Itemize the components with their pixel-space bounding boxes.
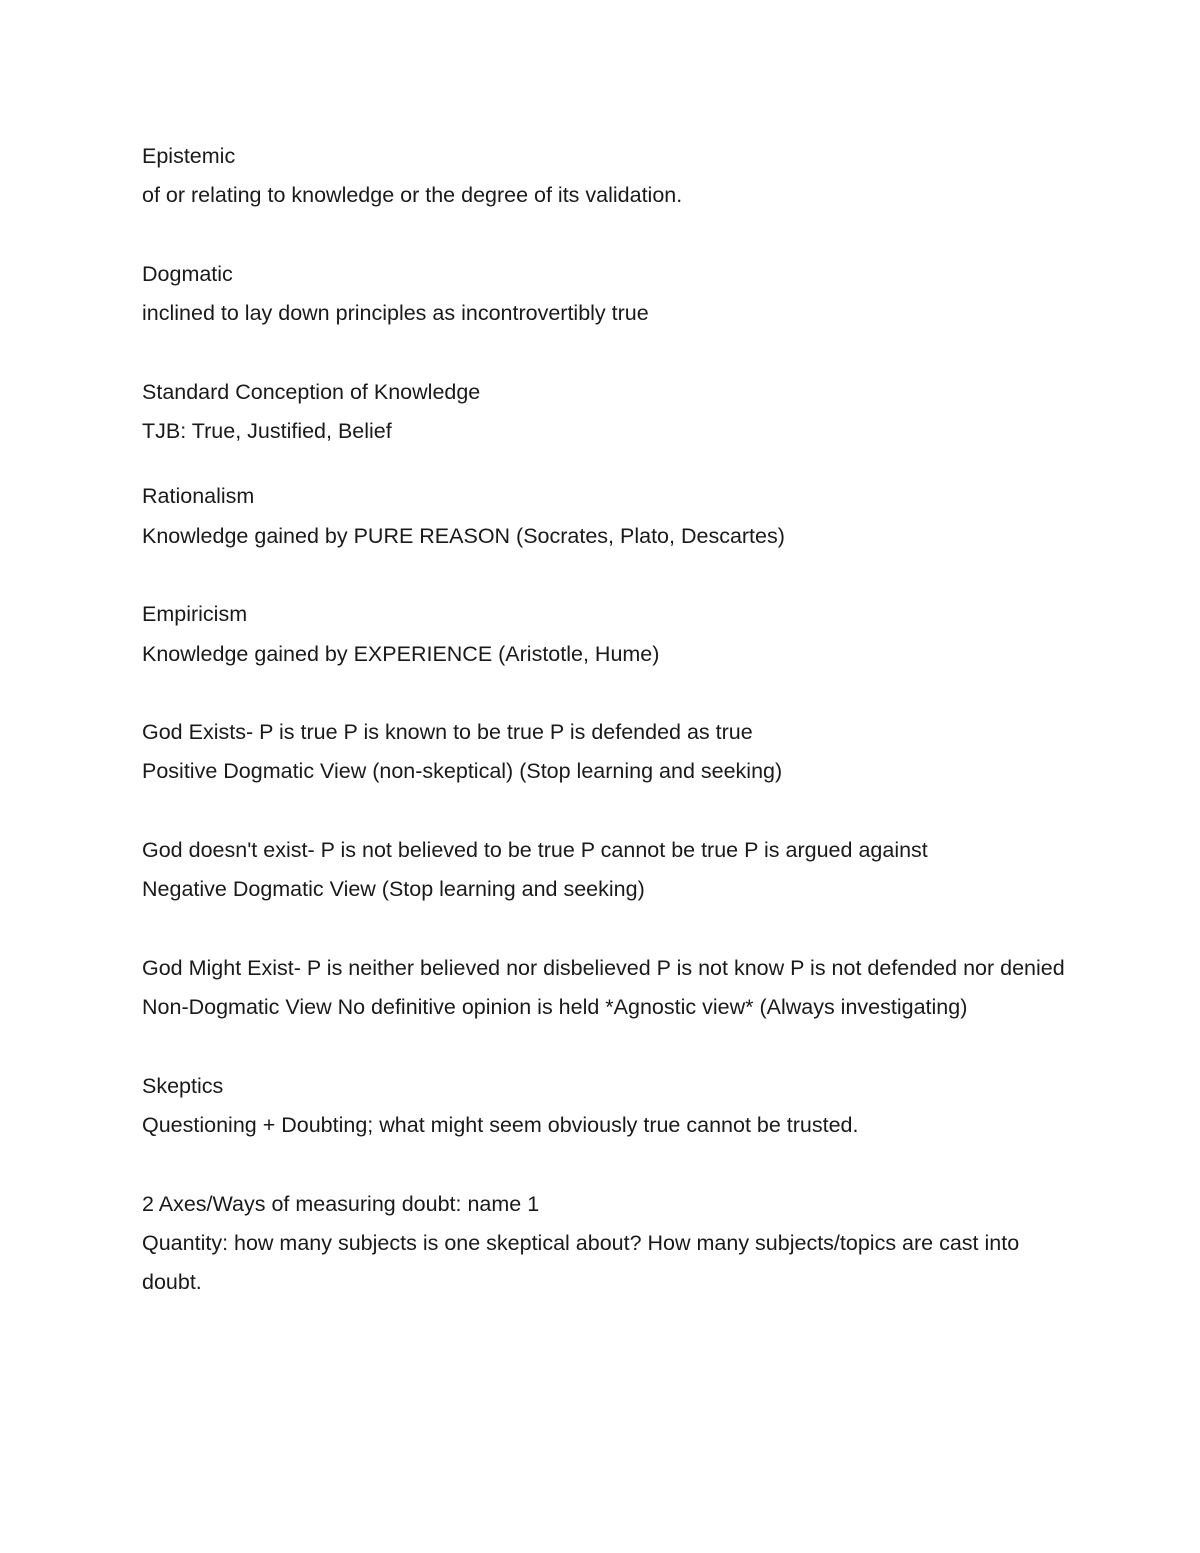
term: Standard Conception of Knowledge: [142, 379, 481, 404]
note-entry-dogmatic: [142, 255, 1082, 334]
note-entry-empiricism: [142, 595, 1082, 674]
term: God doesn't exist- P is not believed to be true P cannot be true P is argued against: [142, 838, 928, 863]
definition: TJB: True, Justified, Belief: [142, 419, 392, 444]
note-entry-epistemic: [142, 137, 1082, 216]
definition: inclined to lay down principles as incontrovertibly true: [142, 301, 649, 326]
definition: Knowledge gained by EXPERIENCE (Aristotle, Hume): [142, 641, 660, 666]
term: Epistemic: [142, 144, 236, 168]
term: Empiricism: [142, 602, 248, 627]
definition: Questioning + Doubting; what might seem obviously true cannot be trusted.: [142, 1113, 859, 1138]
term: Rationalism: [142, 484, 255, 509]
definition: of or relating to knowledge or the degree of its validation.: [142, 183, 683, 208]
definition: Quantity: how many subjects is one skeptical about? How many subjects/topics are cast into doubt.: [142, 1231, 1026, 1295]
term: Dogmatic: [142, 261, 233, 286]
notes-body: [142, 137, 1082, 1342]
definition: Positive Dogmatic View (non-skeptical) (Stop learning and seeking): [142, 759, 783, 784]
note-entry-standard-conception: [142, 373, 1082, 452]
note-entry-rationalism: [142, 477, 1082, 556]
note-entry-skeptics: [142, 1067, 1082, 1146]
term: 2 Axes/Ways of measuring doubt: name 1: [142, 1191, 540, 1216]
note-entry-god-exists: [142, 713, 1082, 792]
note-entry-god-might-exist: [142, 949, 1082, 1028]
note-entry-axes-of-doubt: [142, 1185, 1082, 1303]
definition: Negative Dogmatic View (Stop learning and seeking): [142, 877, 645, 902]
note-entry-god-doesnt-exist: [142, 831, 1082, 910]
term: God Might Exist- P is neither believed nor disbelieved P is not know P is not defended nor denied: [142, 955, 1065, 980]
term: Skeptics: [142, 1073, 224, 1098]
definition: Knowledge gained by PURE REASON (Socrates, Plato, Descartes): [142, 523, 785, 548]
term: God Exists- P is true P is known to be true P is defended as true: [142, 720, 753, 745]
definition: Non-Dogmatic View No definitive opinion is held *Agnostic view* (Always investigating): [142, 995, 968, 1020]
